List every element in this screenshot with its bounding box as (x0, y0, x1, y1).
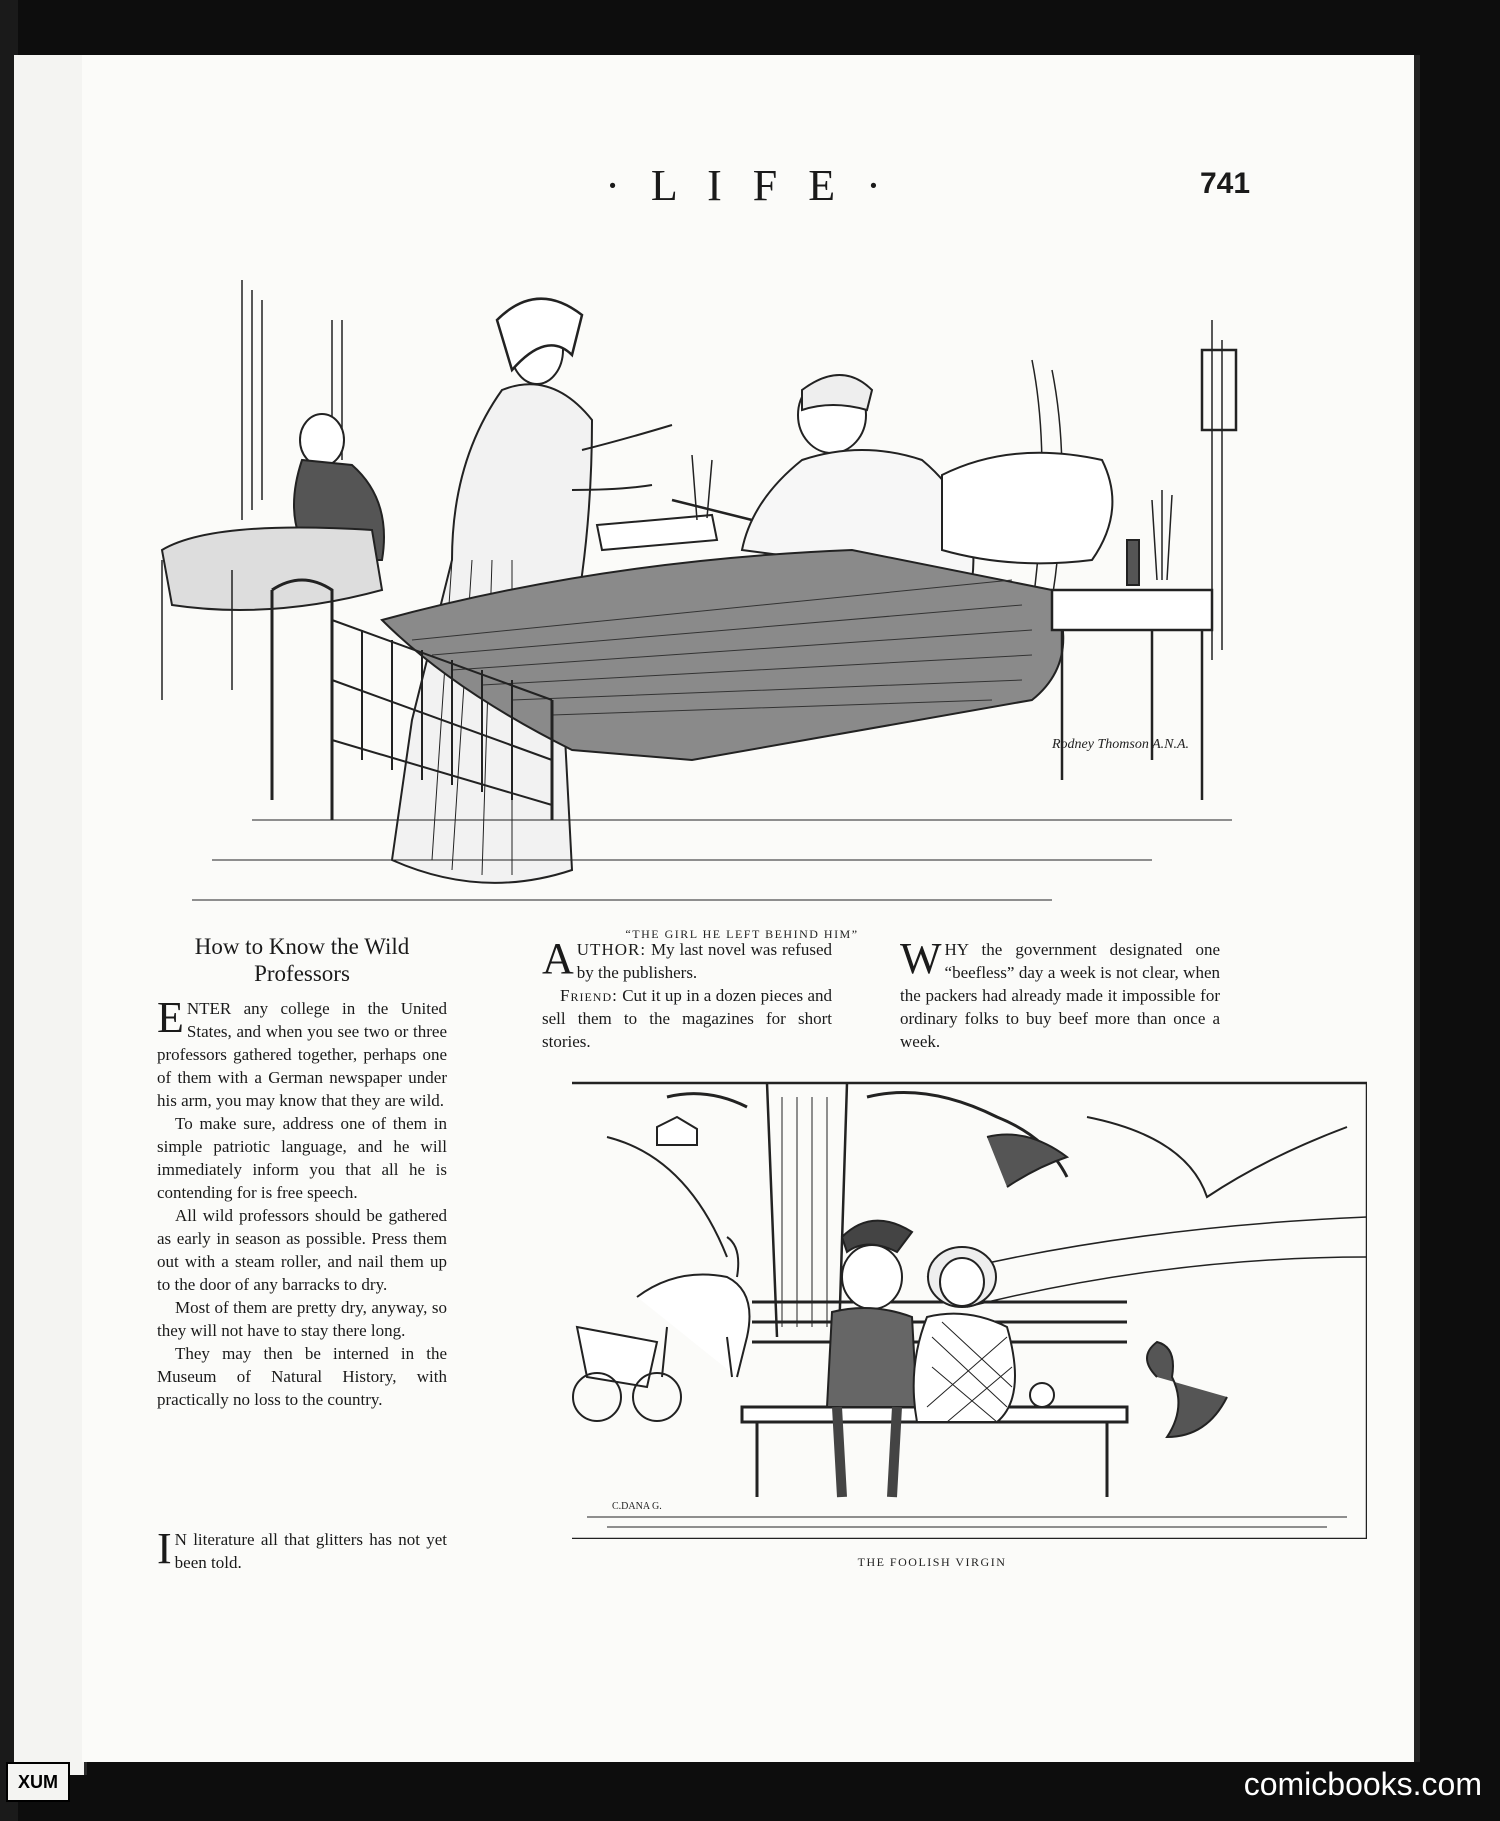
top-illustration-caption: “THE GIRL HE LEFT BEHIND HIM” (625, 927, 859, 941)
dropcap: I (157, 1524, 172, 1573)
speaker-label: UTHOR: (576, 940, 647, 959)
dropcap: W (900, 934, 942, 983)
illustration-signature: C.DANA G. (612, 1501, 662, 1512)
dropcap: E (157, 993, 184, 1042)
dropcap: A (542, 934, 574, 983)
quip-author-friend (542, 934, 832, 1053)
facing-page-edge (14, 55, 87, 1775)
dialogue-line: My last novel was refused by the publishers. (576, 940, 832, 982)
article-lead-paragraph: NTER any college in the United States, and when you see two or three professors gathered together, perhaps one of them with a German newspaper under his arm, you may know that they are wild. (157, 999, 447, 1110)
article-paragraph: All wild professors should be gathered as early in season as possible. Press them out with a steam roller, and nail them up to the door of any barracks to dry. (157, 1206, 447, 1294)
article-paragraph: To make sure, address one of them in simple patriotic language, and he will immediately inform you that all he is contending for is free speech. (157, 1114, 447, 1202)
page-number: 741 (1200, 167, 1251, 200)
magazine-page (82, 55, 1414, 1762)
watermark: comicbooks.com (1243, 1766, 1482, 1802)
masthead-title: · L I F E · (605, 161, 891, 210)
hospital-ward-illustration (152, 260, 1342, 920)
children-on-bench-illustration (567, 1077, 1367, 1539)
article-paragraph: Most of them are pretty dry, anyway, so they will not have to stay there long. (157, 1298, 447, 1340)
quip-beefless-day (900, 934, 1220, 1053)
article-headline: How to Know the Wild Professors (194, 934, 410, 986)
quip-literature (157, 1524, 447, 1574)
quip-text: N literature all that glitters has not yet been told. (174, 1530, 447, 1572)
dialogue-line: Cut it up in a dozen pieces and sell them to the magazines for short stories. (542, 986, 832, 1051)
bottom-illustration-caption: THE FOOLISH VIRGIN (857, 1555, 1007, 1569)
article-wild-professors (157, 933, 447, 1411)
quip-text: HY the government designated one “beefless” day a week is not clear, when the packers had already made it impossible for ordinary folks to buy beef more than once a week. (900, 940, 1220, 1051)
page-shadow (1414, 55, 1420, 1762)
scan-stamp: XUM (6, 1762, 70, 1802)
article-paragraph: They may then be interned in the Museum of Natural History, with practically no loss to the country. (157, 1344, 447, 1409)
speaker-label: Friend: (560, 986, 618, 1005)
illustration-signature: Rodney Thomson A.N.A. (1052, 737, 1190, 752)
